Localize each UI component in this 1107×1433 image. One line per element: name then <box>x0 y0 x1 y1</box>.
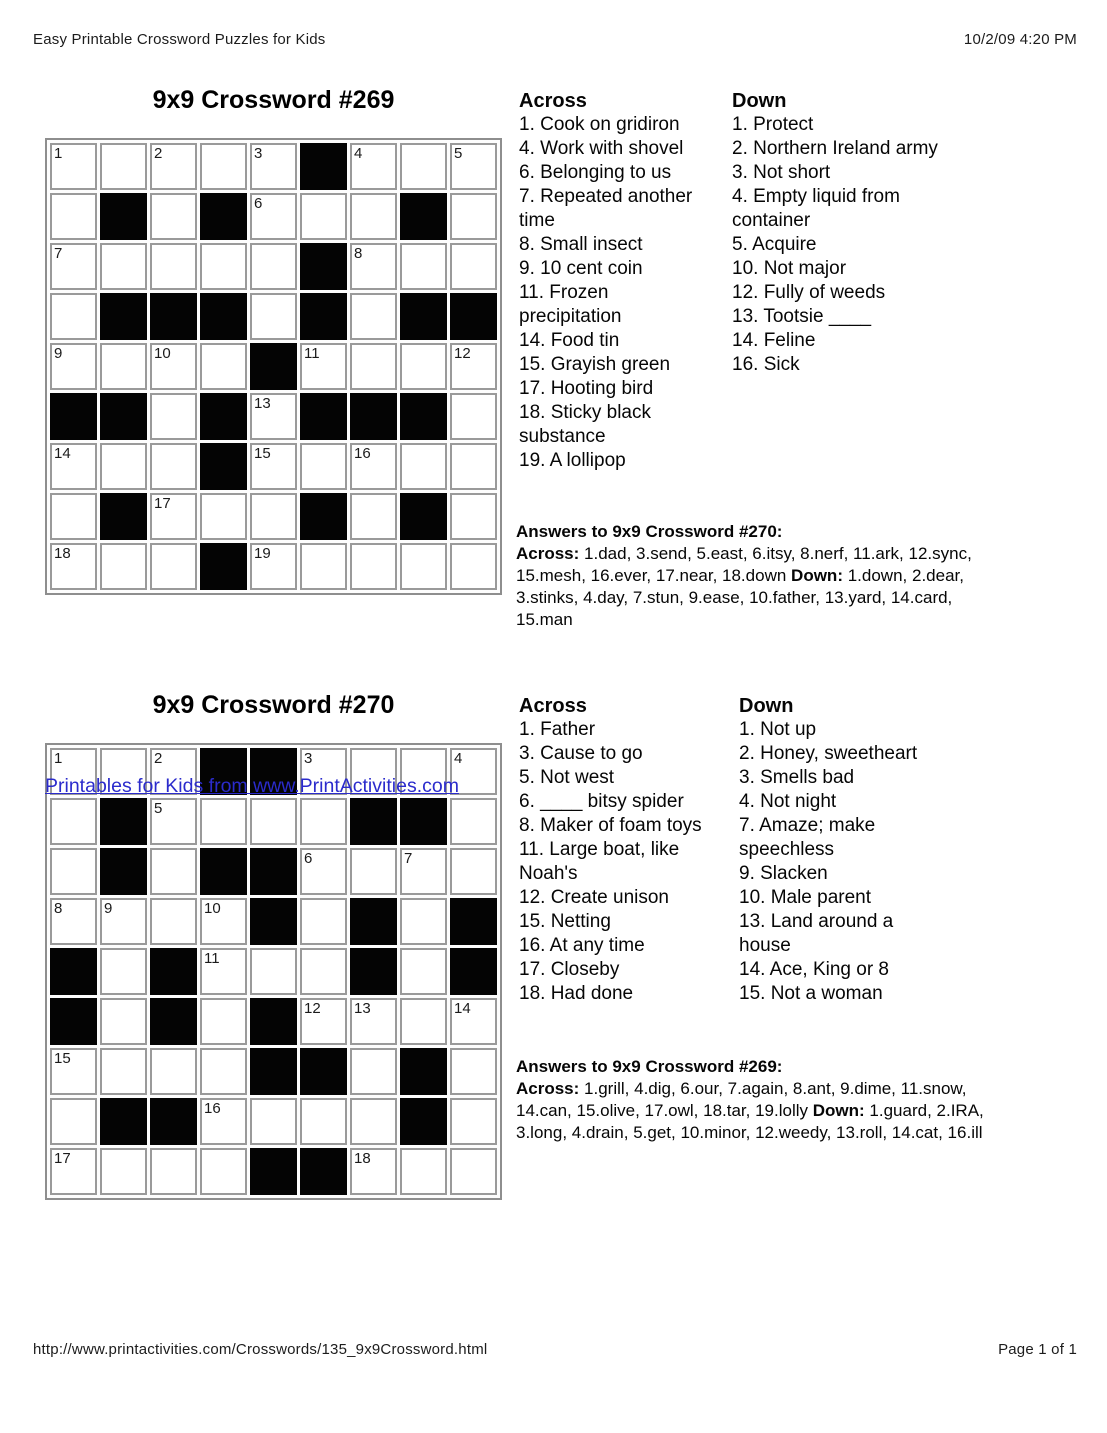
grid-black-cell <box>200 193 247 240</box>
clue-item: 11. Frozen precipitation <box>519 282 622 327</box>
grid-cell <box>300 343 347 390</box>
grid-cell <box>350 293 397 340</box>
grid-cell <box>400 1148 447 1195</box>
grid-cell <box>450 1148 497 1195</box>
puzzle1-down-clues <box>732 89 964 377</box>
grid-cell <box>250 543 297 590</box>
grid-cell <box>50 343 97 390</box>
grid-cell <box>300 848 347 895</box>
grid-cell <box>400 543 447 590</box>
grid-black-cell <box>400 193 447 240</box>
clue-item: 4. Not night <box>739 791 837 812</box>
grid-cell <box>250 948 297 995</box>
answers-across-label: Across: <box>516 1079 580 1098</box>
grid-cell <box>150 443 197 490</box>
grid-cell <box>350 193 397 240</box>
grid-cell <box>400 143 447 190</box>
grid-cell <box>200 998 247 1045</box>
grid-cell <box>350 1148 397 1195</box>
grid-cell <box>50 1098 97 1145</box>
crossword-grid-1 <box>45 138 502 595</box>
grid-cell <box>250 193 297 240</box>
grid-cell-number: 16 <box>354 445 371 462</box>
grid-cell <box>350 848 397 895</box>
grid-black-cell <box>250 1048 297 1095</box>
grid-black-cell <box>100 193 147 240</box>
grid-black-cell <box>450 898 497 945</box>
grid-cell <box>150 343 197 390</box>
grid-cell-number: 4 <box>454 750 463 767</box>
grid-cell <box>300 1098 347 1145</box>
grid-cell <box>100 1048 147 1095</box>
grid-black-cell <box>300 293 347 340</box>
grid-cell <box>100 998 147 1045</box>
grid-cell <box>200 1148 247 1195</box>
grid-cell <box>150 543 197 590</box>
grid-cell-number: 17 <box>154 495 171 512</box>
answers-body <box>516 1078 988 1144</box>
grid-black-cell <box>50 998 97 1045</box>
grid-cell <box>100 898 147 945</box>
grid-cell <box>350 243 397 290</box>
grid-cell <box>200 343 247 390</box>
grid-black-cell <box>100 293 147 340</box>
grid-black-cell <box>150 948 197 995</box>
across-heading: Across <box>519 90 587 112</box>
clue-item: 10. Male parent <box>739 887 872 908</box>
print-footer-url: http://www.printactivities.com/Crosswords/135_9x9Crossword.html <box>33 1341 488 1358</box>
grid-cell <box>150 1048 197 1095</box>
clue-item: 3. Not short <box>732 162 831 183</box>
grid-cell-number: 4 <box>354 145 363 162</box>
grid-cell-number: 5 <box>454 145 463 162</box>
clue-item: 2. Northern Ireland army <box>732 138 938 159</box>
grid-black-cell <box>400 798 447 845</box>
grid-cell <box>350 998 397 1045</box>
grid-cell-number: 1 <box>54 750 63 767</box>
clue-item: 5. Acquire <box>732 234 817 255</box>
grid-cell <box>450 798 497 845</box>
grid-black-cell <box>50 948 97 995</box>
answers-across-text: 1.grill, 4.dig, 6.our, 7.again, 8.ant, 9.dime, 11.snow, 14.can, 15.olive, 17.owl, 18.tar, 19.lolly <box>516 1079 967 1120</box>
grid-cell <box>450 998 497 1045</box>
grid-cell <box>100 1148 147 1195</box>
grid-cell <box>200 898 247 945</box>
grid-cell <box>250 143 297 190</box>
clue-item: 18. Sticky black substance <box>519 402 651 447</box>
grid-cell <box>200 948 247 995</box>
answers-down-text: 1.down, 2.dear, 3.stinks, 4.day, 7.stun, 9.ease, 10.father, 13.yard, 14.card, 15.man <box>516 566 964 629</box>
grid-black-cell <box>350 393 397 440</box>
grid-cell-number: 19 <box>254 545 271 562</box>
grid-black-cell <box>400 493 447 540</box>
grid-cell <box>100 243 147 290</box>
down-heading: Down <box>739 695 794 717</box>
grid-cell <box>400 848 447 895</box>
clue-item: 1. Cook on gridiron <box>519 114 680 135</box>
grid-black-cell <box>200 393 247 440</box>
grid-cell <box>50 543 97 590</box>
clue-item: 8. Small insect <box>519 234 643 255</box>
grid-cell <box>400 998 447 1045</box>
grid-cell <box>250 393 297 440</box>
grid-black-cell <box>300 143 347 190</box>
grid-black-cell <box>200 848 247 895</box>
answers-heading: Answers to 9x9 Crossword #270: <box>516 522 783 541</box>
clue-item: 15. Grayish green <box>519 354 671 375</box>
grid-cell <box>150 393 197 440</box>
grid-cell <box>150 243 197 290</box>
grid-cell <box>150 193 197 240</box>
grid-cell <box>450 243 497 290</box>
grid-cell <box>250 443 297 490</box>
grid-black-cell <box>200 443 247 490</box>
grid-cell-number: 15 <box>254 445 271 462</box>
grid-cell-number: 14 <box>454 1000 471 1017</box>
grid-black-cell <box>350 948 397 995</box>
grid-black-cell <box>450 293 497 340</box>
grid-cell <box>50 293 97 340</box>
puzzle2-title: 9x9 Crossword #270 <box>152 691 395 719</box>
grid-cell <box>450 493 497 540</box>
grid-cell <box>350 443 397 490</box>
grid-black-cell <box>100 493 147 540</box>
grid-cell <box>50 493 97 540</box>
grid-cell <box>150 848 197 895</box>
grid-cell-number: 8 <box>354 245 363 262</box>
answers-heading: Answers to 9x9 Crossword #269: <box>516 1057 783 1076</box>
grid-cell-number: 7 <box>404 850 413 867</box>
grid-cell <box>50 798 97 845</box>
grid-cell-number: 3 <box>254 145 263 162</box>
grid-cell-number: 13 <box>254 395 271 412</box>
puzzle1-title: 9x9 Crossword #269 <box>152 86 395 114</box>
clue-item: 17. Hooting bird <box>519 378 654 399</box>
grid-cell <box>200 143 247 190</box>
grid-cell <box>350 543 397 590</box>
clue-item: 3. Smells bad <box>739 767 855 788</box>
puzzle2-down-clues <box>739 694 944 1006</box>
clue-item: 13. Land around a house <box>739 911 894 956</box>
grid-black-cell <box>100 848 147 895</box>
grid-cell <box>300 443 347 490</box>
grid-black-cell <box>350 898 397 945</box>
grid-cell <box>450 443 497 490</box>
clue-item: 5. Not west <box>519 767 615 788</box>
grid-cell <box>150 798 197 845</box>
grid-cell <box>50 243 97 290</box>
grid-cell <box>150 1148 197 1195</box>
grid-cell <box>350 493 397 540</box>
grid-cell <box>100 948 147 995</box>
grid-cell <box>450 143 497 190</box>
grid-cell <box>350 343 397 390</box>
grid-cell <box>400 443 447 490</box>
grid-cell <box>450 1098 497 1145</box>
grid-cell <box>450 393 497 440</box>
grid-cell-number: 16 <box>204 1100 221 1117</box>
grid-cell <box>300 543 347 590</box>
grid-black-cell <box>250 848 297 895</box>
clue-item: 16. At any time <box>519 935 645 956</box>
clue-item: 9. 10 cent coin <box>519 258 643 279</box>
grid-cell-number: 6 <box>254 195 263 212</box>
grid-black-cell <box>250 1148 297 1195</box>
grid-cell-number: 12 <box>454 345 471 362</box>
grid-black-cell <box>400 293 447 340</box>
grid-black-cell <box>450 948 497 995</box>
grid-cell-number: 6 <box>304 850 313 867</box>
grid-cell <box>150 143 197 190</box>
clue-item: 15. Netting <box>519 911 611 932</box>
grid-cell-number: 3 <box>304 750 313 767</box>
grid-black-cell <box>50 393 97 440</box>
grid-cell <box>250 1098 297 1145</box>
answers-block-269 <box>516 1056 988 1144</box>
clue-item: 19. A lollipop <box>519 450 626 471</box>
clue-item: 3. Cause to go <box>519 743 643 764</box>
down-heading: Down <box>732 90 787 112</box>
grid-cell <box>200 1048 247 1095</box>
clue-item: 1. Protect <box>732 114 814 135</box>
clue-item: 7. Amaze; make speechless <box>739 815 876 860</box>
grid-black-cell <box>300 393 347 440</box>
clue-item: 16. Sick <box>732 354 800 375</box>
clue-item: 2. Honey, sweetheart <box>739 743 918 764</box>
grid-cell <box>350 1048 397 1095</box>
grid-cell <box>450 848 497 895</box>
clue-item: 1. Father <box>519 719 596 740</box>
grid-cell-number: 18 <box>54 545 71 562</box>
grid-cell-number: 13 <box>354 1000 371 1017</box>
across-heading: Across <box>519 695 587 717</box>
grid-cell <box>250 243 297 290</box>
grid-cell-number: 2 <box>154 145 163 162</box>
puzzle1-across-clues <box>519 89 715 473</box>
grid-black-cell <box>400 1098 447 1145</box>
grid-cell <box>300 898 347 945</box>
grid-cell-number: 1 <box>54 145 63 162</box>
grid-black-cell <box>350 798 397 845</box>
grid-black-cell <box>200 293 247 340</box>
grid-black-cell <box>300 1148 347 1195</box>
answers-block-270 <box>516 521 988 631</box>
grid-cell-number: 7 <box>54 245 63 262</box>
answers-across-label: Across: <box>516 544 580 563</box>
answers-body <box>516 543 988 631</box>
grid-black-cell <box>150 1098 197 1145</box>
grid-cell <box>250 798 297 845</box>
grid-black-cell <box>250 343 297 390</box>
grid-cell <box>100 443 147 490</box>
clue-item: 15. Not a woman <box>739 983 883 1004</box>
grid-cell <box>350 143 397 190</box>
clue-item: 12. Create unison <box>519 887 669 908</box>
grid-cell <box>250 493 297 540</box>
grid-cell <box>50 443 97 490</box>
grid-black-cell <box>300 493 347 540</box>
grid-cell <box>150 493 197 540</box>
clue-item: 6. Belonging to us <box>519 162 672 183</box>
grid-cell <box>400 948 447 995</box>
print-header-datetime: 10/2/09 4:20 PM <box>963 31 1077 48</box>
grid-cell-number: 14 <box>54 445 71 462</box>
clue-item: 17. Closeby <box>519 959 620 980</box>
grid-cell <box>100 543 147 590</box>
clue-item: 10. Not major <box>732 258 847 279</box>
grid-cell <box>350 1098 397 1145</box>
grid-cell <box>200 493 247 540</box>
grid-cell-number: 11 <box>304 345 320 362</box>
printactivities-link[interactable]: Printables for Kids from www.PrintActivities.com <box>45 775 459 797</box>
grid-cell <box>400 898 447 945</box>
grid-black-cell <box>150 293 197 340</box>
answers-down-label: Down: <box>791 566 843 585</box>
clue-item: 11. Large boat, like Noah's <box>519 839 680 884</box>
grid-cell <box>50 1148 97 1195</box>
grid-cell <box>50 193 97 240</box>
puzzle2-across-clues <box>519 694 731 1006</box>
grid-cell <box>50 1048 97 1095</box>
grid-black-cell <box>100 798 147 845</box>
grid-cell-number: 9 <box>54 345 63 362</box>
grid-cell <box>250 293 297 340</box>
clue-item: 18. Had done <box>519 983 634 1004</box>
grid-cell <box>200 798 247 845</box>
grid-cell-number: 11 <box>204 950 220 967</box>
print-header-title: Easy Printable Crossword Puzzles for Kids <box>33 31 326 48</box>
grid-cell-number: 8 <box>54 900 63 917</box>
grid-black-cell <box>300 243 347 290</box>
clue-item: 4. Work with shovel <box>519 138 684 159</box>
clue-item: 7. Repeated another time <box>519 186 693 231</box>
grid-cell-number: 12 <box>304 1000 321 1017</box>
grid-cell <box>450 343 497 390</box>
grid-cell <box>100 143 147 190</box>
clue-item: 9. Slacken <box>739 863 828 884</box>
grid-black-cell <box>250 998 297 1045</box>
grid-cell <box>200 243 247 290</box>
grid-black-cell <box>200 543 247 590</box>
clue-item: 1. Not up <box>739 719 817 740</box>
clue-item: 14. Food tin <box>519 330 620 351</box>
grid-cell <box>300 798 347 845</box>
grid-cell <box>150 898 197 945</box>
grid-cell <box>450 543 497 590</box>
grid-black-cell <box>100 393 147 440</box>
grid-cell <box>300 998 347 1045</box>
clue-item: 8. Maker of foam toys <box>519 815 702 836</box>
grid-black-cell <box>250 898 297 945</box>
clue-item: 13. Tootsie ____ <box>732 306 872 327</box>
grid-cell-number: 15 <box>54 1050 71 1067</box>
clue-item: 6. ____ bitsy spider <box>519 791 684 812</box>
grid-cell <box>450 1048 497 1095</box>
grid-cell <box>200 1098 247 1145</box>
grid-cell <box>400 343 447 390</box>
answers-down-label: Down: <box>812 1101 865 1120</box>
grid-cell-number: 10 <box>154 345 171 362</box>
grid-cell <box>400 243 447 290</box>
grid-cell-number: 9 <box>104 900 113 917</box>
grid-cell <box>300 193 347 240</box>
clue-item: 12. Fully of weeds <box>732 282 886 303</box>
clue-item: 14. Feline <box>732 330 816 351</box>
grid-cell <box>300 948 347 995</box>
print-footer-page: Page 1 of 1 <box>998 1341 1077 1358</box>
grid-cell-number: 5 <box>154 800 163 817</box>
grid-cell-number: 2 <box>154 750 163 767</box>
answers-across-text: 1.dad, 3.send, 5.east, 6.itsy, 8.nerf, 11.ark, 12.sync, 15.mesh, 16.ever, 17.near, 18.down <box>516 544 972 585</box>
grid-cell <box>450 193 497 240</box>
grid-black-cell <box>400 393 447 440</box>
grid-cell <box>100 343 147 390</box>
clue-item: 4. Empty liquid from container <box>732 186 900 231</box>
grid-cell-number: 10 <box>204 900 221 917</box>
grid-black-cell <box>300 1048 347 1095</box>
grid-cell-number: 17 <box>54 1150 71 1167</box>
grid-cell-number: 18 <box>354 1150 371 1167</box>
answers-down-text: 1.guard, 2.IRA, 3.long, 4.drain, 5.get, 10.minor, 12.weedy, 13.roll, 14.cat, 16.ill <box>516 1101 984 1142</box>
grid-black-cell <box>400 1048 447 1095</box>
clue-item: 14. Ace, King or 8 <box>739 959 889 980</box>
grid-black-cell <box>100 1098 147 1145</box>
grid-cell <box>50 898 97 945</box>
grid-black-cell <box>150 998 197 1045</box>
grid-cell <box>50 143 97 190</box>
grid-cell <box>50 848 97 895</box>
crossword-grid-2 <box>45 743 502 1200</box>
